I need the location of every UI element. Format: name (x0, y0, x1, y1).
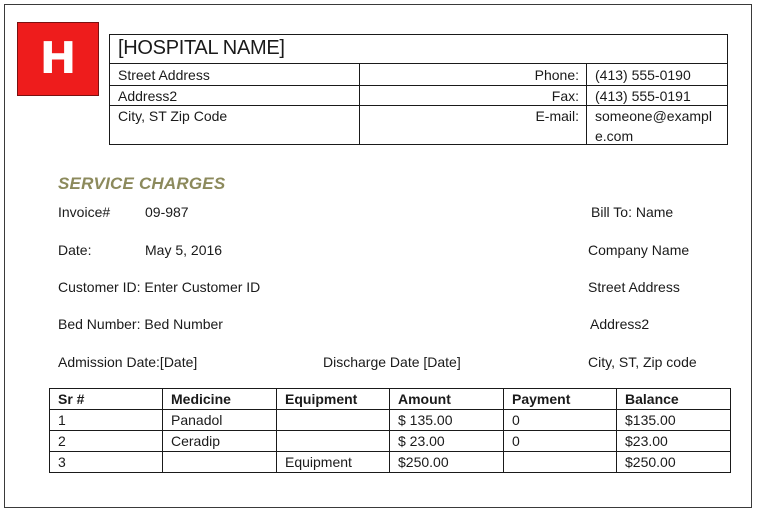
hospital-name[interactable]: [HOSPITAL NAME] (118, 37, 285, 59)
hospital-header (109, 34, 728, 145)
bed-number-field[interactable]: Bed Number: Bed Number (58, 316, 223, 332)
cell-sr[interactable]: 2 (50, 431, 163, 452)
cell-equipment[interactable] (277, 410, 390, 431)
cell-balance[interactable]: $250.00 (617, 452, 731, 473)
table-row (50, 431, 731, 452)
cell-medicine[interactable] (163, 452, 277, 473)
hospital-city[interactable]: City, ST Zip Code (118, 108, 228, 124)
cell-amount[interactable]: $ 23.00 (390, 431, 504, 452)
email-label: E-mail: (535, 108, 579, 124)
cell-amount[interactable]: $250.00 (390, 452, 504, 473)
phone-label: Phone: (534, 67, 579, 83)
bill-to-company[interactable]: Company Name (588, 242, 690, 258)
header-payment: Payment (504, 389, 617, 410)
logo-letter: H (39, 33, 77, 84)
hospital-address2[interactable]: Address2 (118, 88, 178, 104)
date-label: Date: (58, 242, 92, 258)
cell-equipment[interactable]: Equipment (277, 452, 390, 473)
header-sr: Sr # (50, 389, 163, 410)
header-balance: Balance (617, 389, 731, 410)
cell-medicine[interactable]: Panadol (163, 410, 277, 431)
cell-amount[interactable]: $ 135.00 (390, 410, 504, 431)
header-equipment: Equipment (277, 389, 390, 410)
email-value-line1[interactable]: someone@exampl (595, 108, 712, 124)
cell-sr[interactable]: 1 (50, 410, 163, 431)
cell-payment[interactable]: 0 (504, 431, 617, 452)
invoice-label: Invoice# (58, 204, 111, 220)
hospital-street[interactable]: Street Address (118, 67, 210, 83)
bill-to-name[interactable]: Bill To: Name (591, 204, 674, 220)
table-row (50, 410, 731, 431)
header-amount: Amount (390, 389, 504, 410)
table-header-row (50, 389, 731, 410)
date-value[interactable]: May 5, 2016 (145, 242, 223, 258)
cell-medicine[interactable]: Ceradip (163, 431, 277, 452)
divider (586, 63, 587, 144)
bill-to-city[interactable]: City, ST, Zip code (588, 354, 697, 370)
cell-payment[interactable] (504, 452, 617, 473)
header-medicine: Medicine (163, 389, 277, 410)
cell-equipment[interactable] (277, 431, 390, 452)
cell-sr[interactable]: 3 (50, 452, 163, 473)
table-row (50, 452, 731, 473)
phone-value[interactable]: (413) 555-0190 (595, 67, 691, 83)
cell-balance[interactable]: $23.00 (617, 431, 731, 452)
admission-date-field[interactable]: Admission Date:[Date] (58, 354, 198, 370)
hospital-logo (17, 22, 99, 96)
divider (110, 63, 727, 64)
section-title: SERVICE CHARGES (58, 174, 226, 193)
charges-table (49, 388, 731, 473)
fax-value[interactable]: (413) 555-0191 (595, 88, 691, 104)
cell-payment[interactable]: 0 (504, 410, 617, 431)
bill-to-street[interactable]: Street Address (588, 279, 680, 295)
customer-id-field[interactable]: Customer ID: Enter Customer ID (58, 279, 261, 295)
email-value-line2[interactable]: e.com (595, 128, 634, 144)
invoice-number[interactable]: 09-987 (145, 204, 189, 220)
fax-label: Fax: (551, 88, 579, 104)
discharge-date-field[interactable]: Discharge Date [Date] (323, 354, 461, 370)
cell-balance[interactable]: $135.00 (617, 410, 731, 431)
bill-to-address2[interactable]: Address2 (590, 316, 650, 332)
